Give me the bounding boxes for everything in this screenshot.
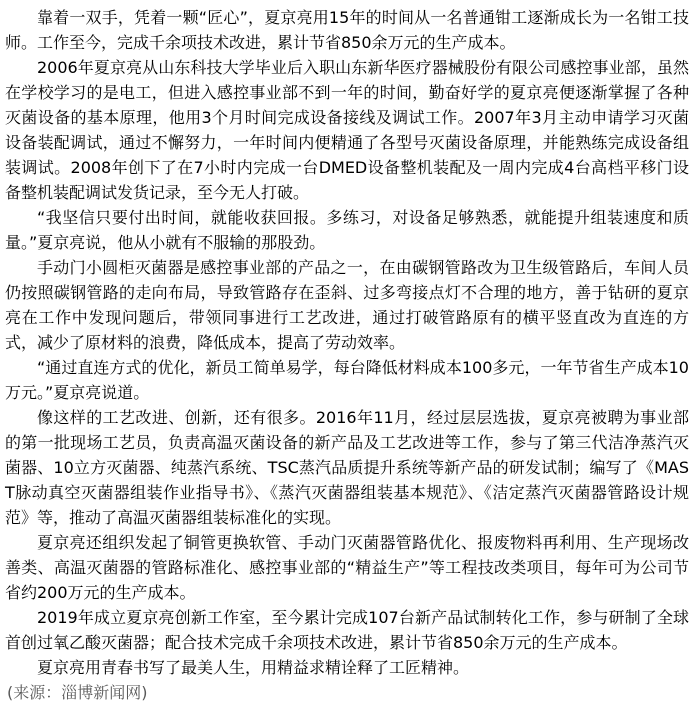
paragraph-process-innovation: 像这样的工艺改进、创新，还有很多。2016年11月，经过层层选拔，夏京亮被聘为事业部的第一批现场工艺员，负责高温灭菌设备的新产品及工艺改进等工作，参与了第三代洁净蒸汽灭菌器、10立方灭菌器、纯蒸汽系统、TSC蒸汽品质提升系统等新产品的研发试制；编写了《MAST脉动真空灭菌器组装作业指导书》、《蒸汽灭菌器组装基本规范》、《洁定蒸汽灭菌器管路设计规范》等，推动了高温灭菌器组装标准化的实现。 xyxy=(5,408,689,527)
paragraph-quote-savings: “通过直连方式的优化，新员工简单易学，每台降低材料成本100多元，一年节省生产成本10万元。”夏京亮说道。 xyxy=(5,358,689,402)
paragraph-quote-belief: “我坚信只要付出时间，就能收获回报。多练习，对设备足够熟悉，就能提升组装速度和质量。”夏京亮说，他从小就有不服输的那股劲。 xyxy=(5,208,689,252)
paragraph-closing: 夏京亮用青春书写了最美人生，用精益求精诠释了工匠精神。 xyxy=(37,658,470,677)
paragraph-projects: 夏京亮还组织发起了铜管更换软管、手动门灭菌器管路优化、报废物料再利用、生产现场改善类、高温灭菌器的管路标准化、感控事业部的“精益生产”等工程技改类项目，每年可为公司节省约200万元的生产成本。 xyxy=(5,533,689,602)
paragraph-intro: 靠着一双手，凭着一颗“匠心”，夏京亮用15年的时间从一名普通钳工逐渐成长为一名钳工技师。工作至今，完成千余项技术改进，累计节省850余万元的生产成本。 xyxy=(5,8,689,52)
source-credit: (来源：淄博新闻网) xyxy=(7,683,148,702)
paragraph-studio-2019: 2019年成立夏京亮创新工作室，至今累计完成107台新产品试制转化工作，参与研制了全球首创过氧乙酸灭菌器；配合技术完成千余项技术改进，累计节省850余万元的生产成本。 xyxy=(5,608,689,652)
paragraph-pipe-improvement: 手动门小圆柜灭菌器是感控事业部的产品之一，在由碳钢管路改为卫生级管路后，车间人员仍按照碳钢管路的走向布局，导致管路存在歪斜、过多弯接点灯不合理的地方，善于钻研的夏京亮在工作中发现问题后，带领同事进行工艺改进，通过打破管路原有的横平竖直改为直连的方式，减少了原材料的浪费，降低成本，提高了劳动效率。 xyxy=(5,258,689,352)
paragraph-career-start: 2006年夏京亮从山东科技大学毕业后入职山东新华医疗器械股份有限公司感控事业部，虽然在学校学习的是电工，但进入感控事业部不到一年的时间，勤奋好学的夏京亮便逐渐掌握了各种灭菌设备的基本原理，他用3个月时间完成设备接线及调试工作。2007年3月主动申请学习灭菌设备装配调试，通过不懈努力，一年时间内便精通了各型号灭菌设备原理，并能熟练完成设备组装调试。2008年创下了在7小时内完成一台DMED设备整机装配及一周内完成4台高档平移门设备整机装配调试发货记录，至今无人打破。 xyxy=(5,58,689,202)
